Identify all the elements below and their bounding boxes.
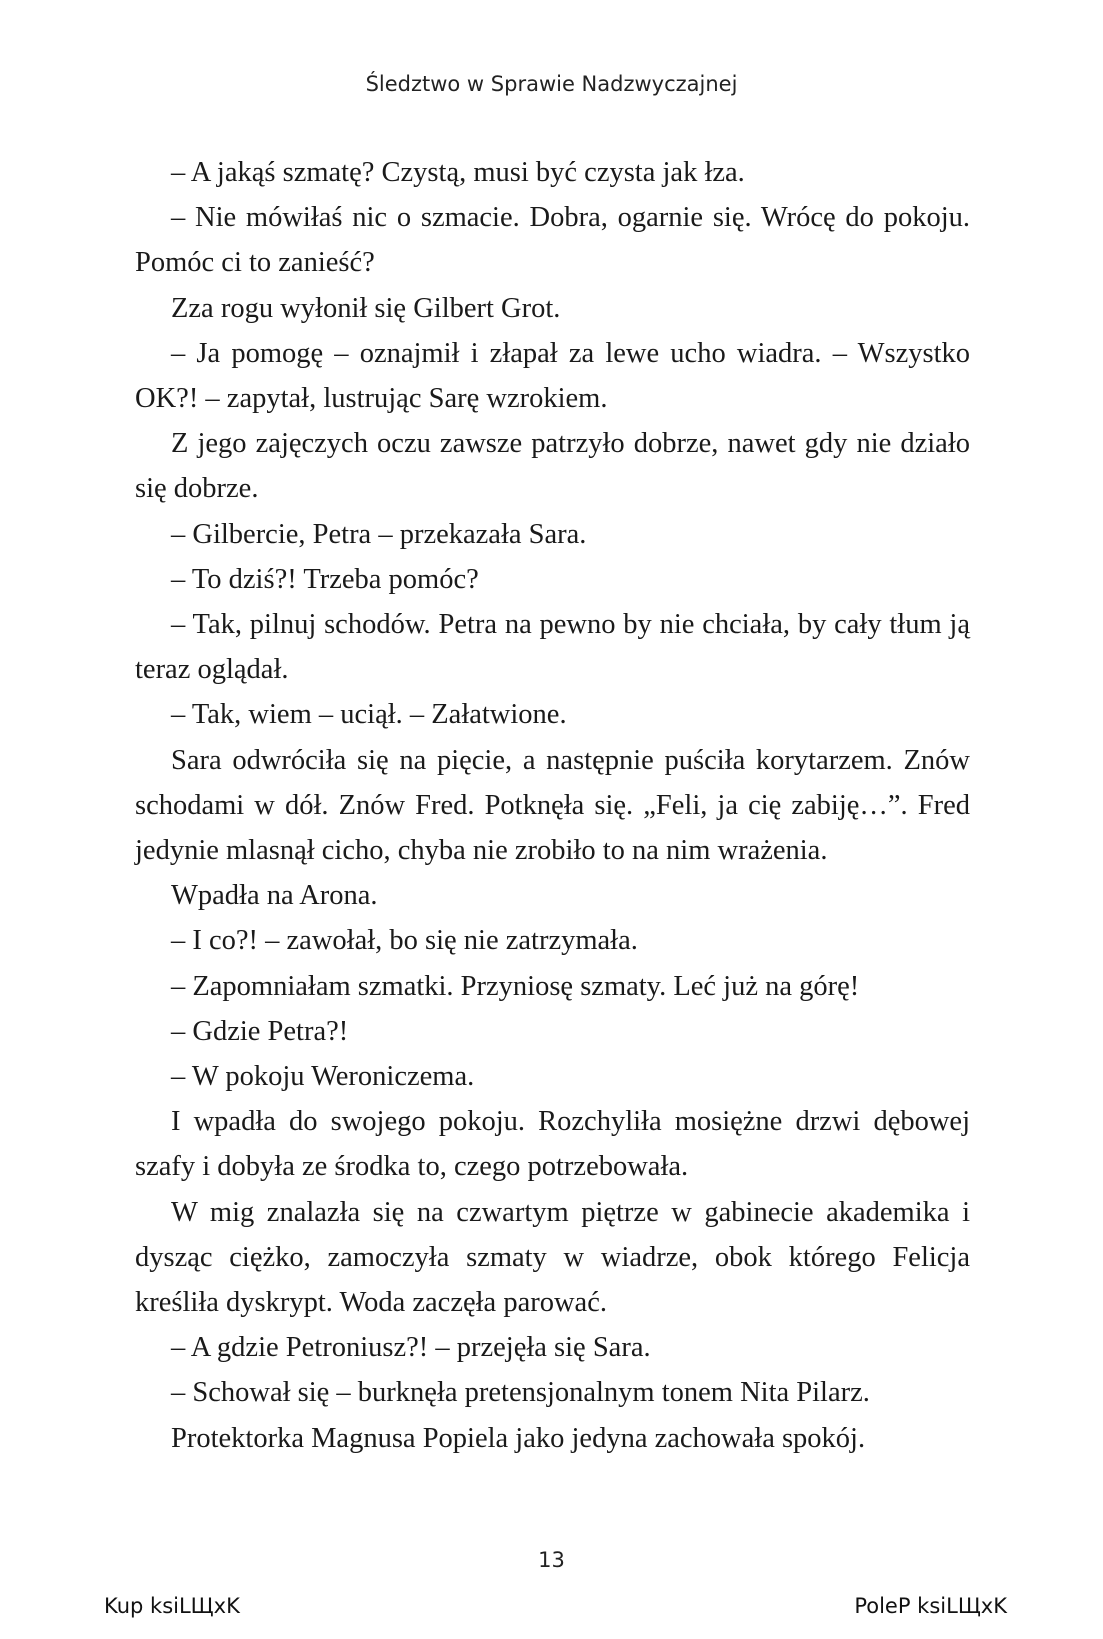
paragraph: – To dziś?! Trzeba pomóc?: [171, 563, 479, 595]
page-number: 13: [538, 1548, 565, 1572]
running-head-title: Śledztwo w Sprawie Nadzwyczajnej: [365, 72, 738, 96]
paragraph: Z jego zajęczych oczu zawsze patrzyło dobrze, nawet gdy nie działo się dobrze.: [135, 428, 970, 505]
paragraph: – I co?! – zawołał, bo się nie zatrzymała.: [171, 925, 638, 957]
paragraph: – Nie mówiłaś nic o szmacie. Dobra, ogarnie się. Wrócę do pokoju. Pomóc ci to zanieść?: [135, 202, 970, 279]
paragraph: W mig znalazła się na czwartym piętrze w gabinecie akademika i dysząc ciężko, zamoczyła szmaty w wiadrze, obok którego Felicja kreśliła dyskrypt. Woda zaczęła parować.: [135, 1196, 970, 1319]
body-text: [135, 150, 970, 1461]
paragraph: – Gdzie Petra?!: [171, 1015, 349, 1047]
paragraph: Sara odwróciła się na pięcie, a następnie puściła korytarzem. Znów schodami w dół. Znów Fred. Potknęła się. „Feli, ja cię zabiję…”. Fred jedynie mlasnął cicho, chyba nie zrobiło to na nim wrażenia.: [135, 744, 970, 867]
paragraph: – Zapomniałam szmatki. Przyniosę szmaty. Leć już na górę!: [171, 970, 860, 1002]
paragraph: – W pokoju Weroniczema.: [171, 1061, 475, 1093]
paragraph: Zza rogu wyłonił się Gilbert Grot.: [171, 292, 561, 324]
paragraph: – A jakąś szmatę? Czystą, musi być czysta jak łza.: [171, 157, 745, 188]
footer-buy-book-link[interactable]: Kup ksiLЩxK: [104, 1594, 240, 1618]
paragraph: Wpadła na Arona.: [171, 880, 378, 912]
paragraph: – Tak, pilnuj schodów. Petra na pewno by nie chciała, by cały tłum ją teraz oglądał.: [135, 609, 970, 686]
paragraph: – A gdzie Petroniusz?! – przejęła się Sara.: [171, 1332, 651, 1364]
footer-recommend-book-link[interactable]: PoleP ksiLЩxK: [854, 1594, 1007, 1618]
paragraph: – Schował się – burknęła pretensjonalnym tonem Nita Pilarz.: [171, 1377, 870, 1409]
paragraph: I wpadła do swojego pokoju. Rozchyliła mosiężne drzwi dębowej szafy i dobyła ze środka to, czego potrzebowała.: [135, 1106, 970, 1183]
paragraph: – Tak, wiem – uciął. – Załatwione.: [171, 699, 567, 731]
paragraph: Protektorka Magnusa Popiela jako jedyna zachowała spokój.: [171, 1422, 866, 1454]
paragraph: – Gilbercie, Petra – przekazała Sara.: [171, 518, 587, 550]
paragraph: – Ja pomogę – oznajmił i złapał za lewe ucho wiadra. – Wszystko OK?! – zapytał, lustrując Sarę wzrokiem.: [135, 337, 970, 415]
